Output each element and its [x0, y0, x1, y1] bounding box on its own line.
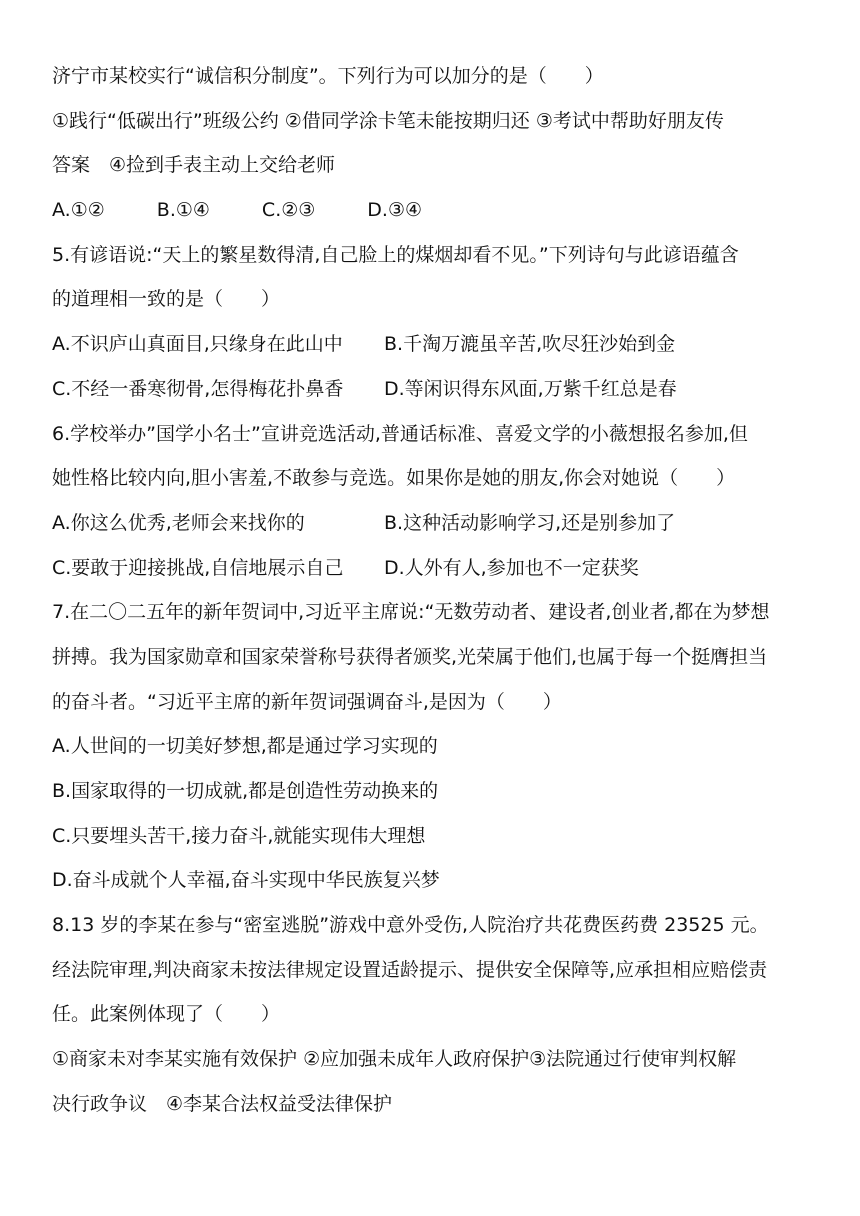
q6-option-a: A.你这么优秀,老师会来找你的 — [52, 511, 305, 534]
q5-option-b: B.千淘万漉虽辛苦,吹尽狂沙始到金 — [384, 333, 676, 356]
q5-option-d: D.等闲识得东风面,万紫千红总是春 — [384, 377, 677, 400]
q7-stem-line-1: 7.在二〇二五年的新年贺词中,习近平主席说:“无数劳动者、建设者,创业者,都在为梦想 — [52, 601, 770, 624]
q6-option-c: C.要敢于迎接挑战,自信地展示自己 — [52, 556, 344, 579]
q7-stem-line-3: 的奋斗者。“习近平主席的新年贺词强调奋斗,是因为（ ） — [52, 690, 562, 713]
q4-option-d: D.③④ — [367, 199, 423, 222]
q4-options — [52, 188, 812, 233]
q5-stem-line-2: 的道理相一致的是（ ） — [52, 288, 281, 311]
q5-option-a: A.不识庐山真面目,只缘身在此山中 — [52, 333, 343, 356]
exam-page — [52, 54, 812, 1127]
q4-option-c: C.②③ — [261, 199, 316, 222]
q4-statements-line-2: 答案 ④捡到手表主动上交给老师 — [52, 154, 336, 177]
q5-stem-line-1: 5.有谚语说:“天上的繁星数得清,自己脸上的煤烟却看不见。”下列诗句与此谚语蕴含 — [52, 243, 739, 266]
q8-stem-line-3: 任。此案例体现了（ ） — [52, 1003, 281, 1026]
q4-option-b: B.①④ — [156, 199, 210, 222]
q8-statements-line-2: 决行政争议 ④李某合法权益受法律保护 — [52, 1092, 393, 1115]
q7-stem-line-2: 拼搏。我为国家勋章和国家荣誉称号获得者颁奖,光荣属于他们,也属于每一个挺膺担当 — [52, 645, 768, 668]
q8-statements-line-1: ①商家未对李某实施有效保护 ②应加强未成年人政府保护③法院通过行使审判权解 — [52, 1048, 737, 1071]
q6-option-b: B.这种活动影响学习,还是别参加了 — [384, 511, 676, 534]
q4-stem: 济宁市某校实行“诚信积分制度”。下列行为可以加分的是（ ） — [52, 65, 604, 87]
q7-option-c: C.只要埋头苦干,接力奋斗,就能实现伟大理想 — [52, 824, 426, 847]
q5-options-row-1 — [52, 322, 812, 367]
q6-stem-line-2: 她性格比较内向,胆小害羞,不敢参与竞选。如果你是她的朋友,你会对她说（ ） — [52, 467, 736, 490]
q6-options-row-1 — [52, 501, 812, 546]
q7-option-d: D.奋斗成就个人幸福,奋斗实现中华民族复兴梦 — [52, 869, 440, 892]
q6-options-row-2 — [52, 546, 812, 591]
q6-option-d: D.人外有人,参加也不一定获奖 — [384, 556, 639, 579]
q4-option-a: A.①② — [52, 199, 105, 222]
q8-stem-line-1: 8.13 岁的李某在参与“密室逃脱”游戏中意外受伤,人院治疗共花费医药费 23525 元。 — [52, 914, 769, 937]
q7-option-a: A.人世间的一切美好梦想,都是通过学习实现的 — [52, 735, 438, 758]
q8-stem-line-2: 经法院审理,判决商家未按法律规定设置适龄提示、提供安全保障等,应承担相应赔偿责 — [52, 958, 768, 981]
q5-option-c: C.不经一番寒彻骨,怎得梅花扑鼻香 — [52, 377, 344, 400]
q5-options-row-2 — [52, 367, 812, 412]
q4-statements-line-1: ①践行“低碳出行”班级公约 ②借同学涂卡笔未能按期归还 ③考试中帮助好朋友传 — [52, 109, 724, 132]
q6-stem-line-1: 6.学校举办”国学小名士”宣讲竞选活动,普通话标准、喜爱文学的小薇想报名参加,但 — [52, 422, 748, 445]
q7-option-b: B.国家取得的一切成就,都是创造性劳动换来的 — [52, 780, 439, 802]
